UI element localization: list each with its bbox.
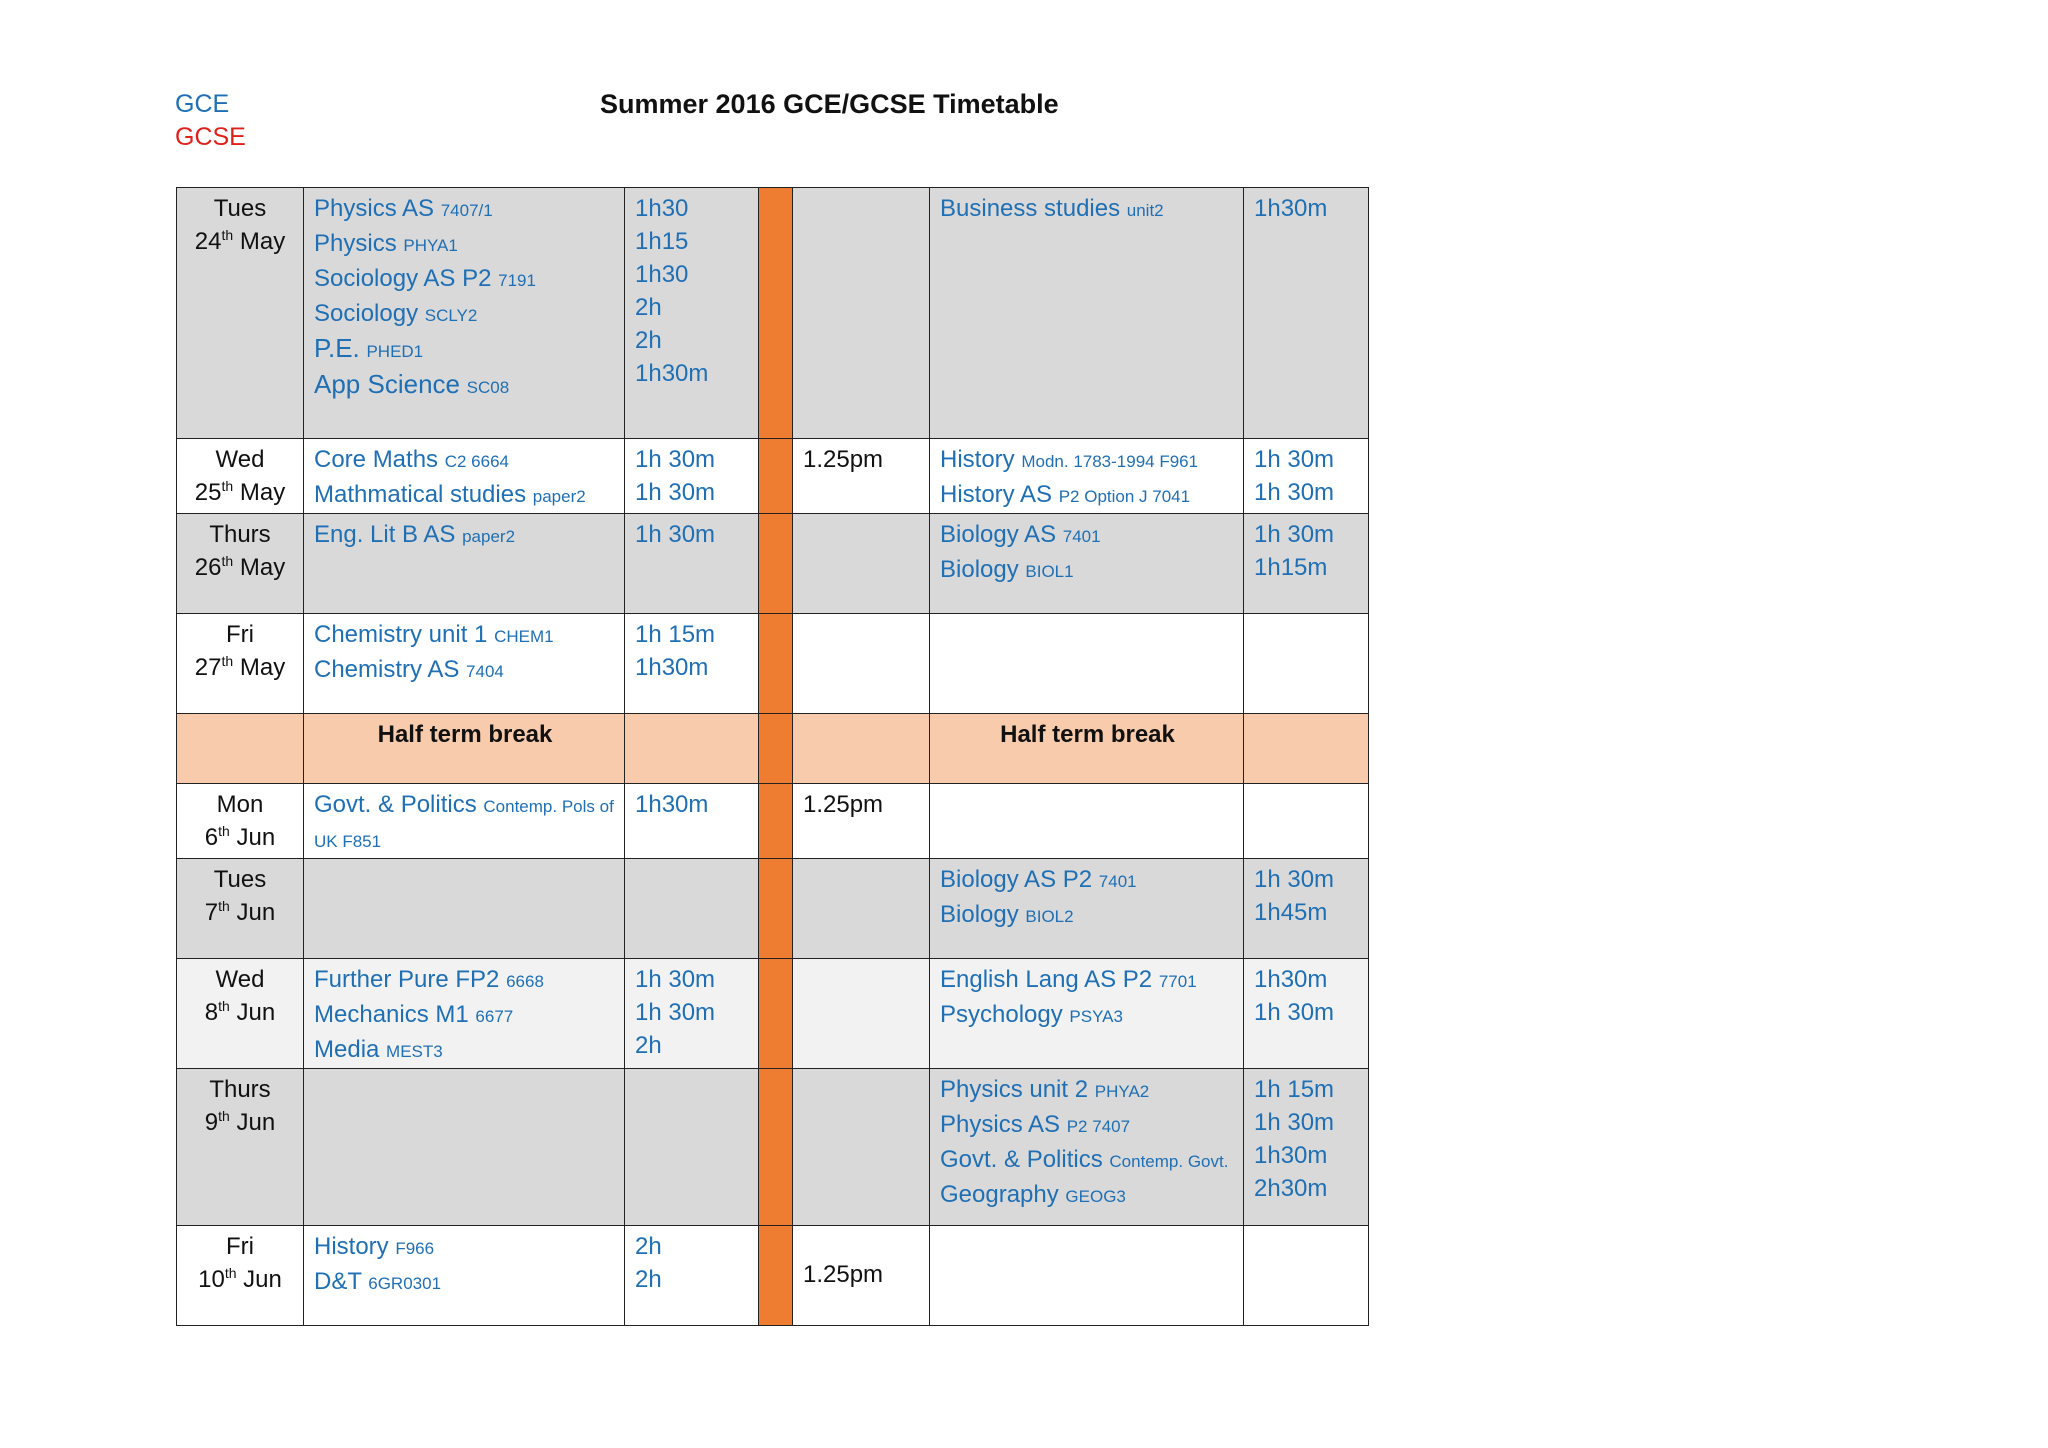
exam-name: D&T bbox=[314, 1268, 362, 1295]
exam-entry bbox=[940, 998, 1235, 1033]
exam-entry bbox=[940, 1143, 1235, 1178]
exam-duration: 1h30 bbox=[635, 195, 689, 222]
exam-name: App Science bbox=[314, 369, 460, 399]
pm-subjects-cell bbox=[930, 188, 1244, 439]
am-subjects-cell bbox=[304, 959, 625, 1069]
date-month: May bbox=[239, 479, 286, 506]
half-term-label: Half term break bbox=[1000, 721, 1175, 748]
pm-time-cell bbox=[793, 614, 930, 714]
date-number: 27 bbox=[194, 654, 222, 681]
exam-name: Biology bbox=[940, 901, 1019, 928]
exam-name: Physics bbox=[314, 230, 397, 257]
day-date bbox=[181, 476, 299, 509]
exam-name: Sociology AS P2 bbox=[314, 265, 492, 292]
am-duration-cell bbox=[625, 784, 759, 859]
exam-name: History AS bbox=[940, 481, 1053, 508]
exam-name: Media bbox=[314, 1036, 380, 1063]
exam-entry bbox=[314, 192, 616, 227]
exam-duration: 2h bbox=[635, 1266, 662, 1293]
exam-entry bbox=[940, 192, 1235, 227]
exam-code: BIOL1 bbox=[1025, 562, 1074, 581]
exam-code: SC08 bbox=[466, 378, 510, 397]
exam-entry bbox=[940, 1178, 1235, 1213]
exam-duration: 1h 30m bbox=[635, 479, 716, 506]
exam-name: English Lang AS P2 bbox=[940, 966, 1153, 993]
pm-time-cell bbox=[793, 514, 930, 614]
exam-code: F966 bbox=[395, 1239, 435, 1258]
day-row bbox=[177, 784, 1369, 859]
date-number: 10 bbox=[198, 1266, 225, 1293]
pm-subjects-cell bbox=[930, 1226, 1244, 1326]
day-name: Thurs bbox=[209, 1076, 271, 1103]
date-number: 9 bbox=[204, 1109, 219, 1136]
am-subjects-cell bbox=[304, 714, 625, 784]
exam-name: Core Maths bbox=[314, 446, 439, 473]
day-row bbox=[177, 859, 1369, 959]
day-cell bbox=[177, 439, 304, 514]
exam-duration: 2h bbox=[635, 294, 662, 321]
half-term-label: Half term break bbox=[377, 721, 553, 748]
date-number: 24 bbox=[194, 228, 222, 255]
pm-subjects-cell bbox=[930, 1069, 1244, 1226]
exam-name: Physics unit 2 bbox=[940, 1076, 1089, 1103]
exam-code: SCLY2 bbox=[424, 306, 478, 325]
am-subjects-cell bbox=[304, 514, 625, 614]
day-row bbox=[177, 1226, 1369, 1326]
date-suffix: th bbox=[218, 1108, 230, 1124]
pm-subjects-cell bbox=[930, 784, 1244, 859]
date-suffix: th bbox=[218, 823, 230, 839]
day-row bbox=[177, 188, 1369, 439]
exam-entry bbox=[314, 518, 616, 553]
exam-code: Contemp. Govt. bbox=[1109, 1152, 1229, 1171]
day-row bbox=[177, 439, 1369, 514]
exam-duration: 1h 30m bbox=[635, 966, 716, 993]
exam-code: 7701 bbox=[1158, 972, 1197, 991]
exam-entry bbox=[940, 863, 1235, 898]
pm-subjects-cell bbox=[930, 859, 1244, 959]
pm-time-cell bbox=[793, 439, 930, 514]
exam-name: Sociology bbox=[314, 300, 419, 327]
date-number: 8 bbox=[204, 999, 219, 1026]
day-cell bbox=[177, 714, 304, 784]
exam-entry bbox=[940, 478, 1235, 513]
pm-duration-cell bbox=[1244, 784, 1369, 859]
exam-entry bbox=[940, 553, 1235, 588]
divider-cell bbox=[759, 714, 793, 784]
exam-code: 7191 bbox=[498, 271, 536, 290]
exam-entry bbox=[940, 963, 1235, 998]
exam-duration: 1h30m bbox=[1254, 195, 1328, 222]
timetable bbox=[176, 187, 1369, 1326]
date-number: 6 bbox=[204, 824, 219, 851]
legend-gcse: GCSE bbox=[175, 123, 246, 151]
exam-entry bbox=[314, 963, 616, 998]
exam-code: MEST3 bbox=[386, 1042, 443, 1061]
exam-duration: 2h30m bbox=[1254, 1175, 1328, 1202]
day-cell bbox=[177, 614, 304, 714]
pm-duration-cell bbox=[1244, 959, 1369, 1069]
page-title: Summer 2016 GCE/GCSE Timetable bbox=[600, 89, 1059, 119]
day-row bbox=[177, 514, 1369, 614]
divider-cell bbox=[759, 859, 793, 959]
exam-duration: 1h30m bbox=[1254, 1142, 1328, 1169]
divider-cell bbox=[759, 439, 793, 514]
exam-name: Mechanics M1 bbox=[314, 1001, 469, 1028]
pm-time-cell bbox=[793, 1226, 930, 1326]
pm-subjects-cell bbox=[930, 514, 1244, 614]
pm-time-cell bbox=[793, 188, 930, 439]
legend-gce: GCE bbox=[175, 90, 230, 118]
pm-time-cell bbox=[793, 714, 930, 784]
date-number: 25 bbox=[194, 479, 222, 506]
exam-code: 6GR0301 bbox=[368, 1274, 442, 1293]
exam-name: Biology AS bbox=[940, 521, 1057, 548]
am-subjects-cell bbox=[304, 188, 625, 439]
day-date bbox=[181, 551, 299, 584]
exam-code: 7401 bbox=[1098, 872, 1137, 891]
date-month: Jun bbox=[236, 824, 276, 851]
day-cell bbox=[177, 784, 304, 859]
exam-name: Mathmatical studies bbox=[314, 481, 527, 508]
exam-code: unit2 bbox=[1126, 201, 1164, 220]
day-cell bbox=[177, 1069, 304, 1226]
pm-duration-cell bbox=[1244, 614, 1369, 714]
pm-time-cell bbox=[793, 859, 930, 959]
date-month: Jun bbox=[243, 1266, 282, 1293]
exam-duration: 1h30m bbox=[1254, 966, 1328, 993]
day-date bbox=[181, 225, 299, 258]
exam-name: Biology bbox=[940, 556, 1019, 583]
exam-duration: 2h bbox=[635, 1233, 662, 1260]
exam-code: PHYA2 bbox=[1094, 1082, 1150, 1101]
exam-duration: 1h15m bbox=[1254, 554, 1328, 581]
date-suffix: th bbox=[224, 1265, 237, 1281]
date-suffix: th bbox=[218, 998, 230, 1014]
pm-duration-cell bbox=[1244, 514, 1369, 614]
divider-cell bbox=[759, 1226, 793, 1326]
day-name: Tues bbox=[213, 866, 267, 893]
pm-start-time: 1.25pm bbox=[803, 446, 884, 473]
exam-name: Physics AS bbox=[314, 195, 435, 222]
exam-duration: 2h bbox=[635, 1032, 662, 1059]
day-name: Wed bbox=[215, 446, 265, 473]
exam-name: Geography bbox=[940, 1181, 1059, 1208]
exam-name: Chemistry AS bbox=[314, 656, 460, 683]
exam-code: BIOL2 bbox=[1025, 907, 1074, 926]
pm-subjects-cell bbox=[930, 959, 1244, 1069]
pm-duration-cell bbox=[1244, 439, 1369, 514]
exam-entry bbox=[314, 618, 616, 653]
date-suffix: th bbox=[221, 478, 234, 494]
day-cell bbox=[177, 959, 304, 1069]
exam-duration: 1h15 bbox=[635, 228, 689, 255]
pm-duration-cell bbox=[1244, 714, 1369, 784]
divider-cell bbox=[759, 959, 793, 1069]
day-name: Fri bbox=[226, 621, 254, 648]
exam-name: History bbox=[314, 1233, 389, 1260]
divider-cell bbox=[759, 188, 793, 439]
exam-name: Eng. Lit B AS bbox=[314, 521, 456, 548]
exam-entry bbox=[314, 227, 616, 262]
exam-duration: 1h 30m bbox=[1254, 521, 1335, 548]
date-suffix: th bbox=[218, 898, 230, 914]
day-name: Thurs bbox=[209, 521, 271, 548]
divider-cell bbox=[759, 1069, 793, 1226]
exam-duration: 1h 30m bbox=[1254, 479, 1335, 506]
exam-entry bbox=[940, 1108, 1235, 1143]
exam-entry bbox=[314, 1230, 616, 1265]
exam-duration: 1h 30m bbox=[1254, 446, 1335, 473]
am-subjects-cell bbox=[304, 1069, 625, 1226]
exam-entry bbox=[314, 443, 616, 478]
exam-duration: 1h 30m bbox=[1254, 999, 1335, 1026]
pm-time-cell bbox=[793, 959, 930, 1069]
exam-duration: 1h30m bbox=[635, 360, 709, 387]
exam-code: 7401 bbox=[1062, 527, 1101, 546]
exam-duration: 1h 30m bbox=[1254, 1109, 1335, 1136]
exam-entry bbox=[314, 1033, 616, 1068]
exam-entry bbox=[314, 368, 616, 404]
exam-code: Modn. 1783-1994 F961 bbox=[1021, 452, 1199, 471]
exam-name: Govt. & Politics bbox=[314, 791, 477, 818]
exam-entry bbox=[314, 262, 616, 297]
day-date bbox=[181, 996, 299, 1029]
exam-duration: 2h bbox=[635, 327, 662, 354]
pm-duration-cell bbox=[1244, 1069, 1369, 1226]
exam-duration: 1h 30m bbox=[635, 446, 716, 473]
day-date bbox=[181, 1106, 299, 1139]
exam-code: P2 Option J 7041 bbox=[1058, 487, 1191, 506]
exam-name: Psychology bbox=[940, 1001, 1063, 1028]
day-row bbox=[177, 614, 1369, 714]
exam-entry bbox=[314, 297, 616, 332]
exam-code: GEOG3 bbox=[1065, 1187, 1126, 1206]
date-month: May bbox=[239, 654, 286, 681]
date-suffix: th bbox=[221, 653, 234, 669]
day-row bbox=[177, 1069, 1369, 1226]
exam-entry bbox=[314, 653, 616, 688]
day-name: Fri bbox=[226, 1233, 254, 1260]
am-subjects-cell bbox=[304, 859, 625, 959]
day-date bbox=[181, 896, 299, 929]
am-subjects-cell bbox=[304, 784, 625, 859]
exam-name: Biology AS P2 bbox=[940, 866, 1093, 893]
exam-entry bbox=[940, 518, 1235, 553]
exam-duration: 1h30 bbox=[635, 261, 689, 288]
exam-code: 7404 bbox=[466, 662, 504, 681]
exam-entry bbox=[314, 788, 616, 858]
am-duration-cell bbox=[625, 859, 759, 959]
exam-name: Chemistry unit 1 bbox=[314, 621, 488, 648]
exam-code: Contemp. Pols of UK F851 bbox=[314, 797, 614, 851]
pm-subjects-cell bbox=[930, 614, 1244, 714]
day-cell bbox=[177, 1226, 304, 1326]
exam-entry bbox=[940, 443, 1235, 478]
pm-duration-cell bbox=[1244, 1226, 1369, 1326]
exam-duration: 1h30m bbox=[635, 654, 709, 681]
am-subjects-cell bbox=[304, 614, 625, 714]
exam-code: paper2 bbox=[532, 487, 586, 506]
pm-time-cell bbox=[793, 784, 930, 859]
day-date bbox=[181, 651, 299, 684]
exam-code: 6668 bbox=[506, 972, 544, 991]
pm-time-cell bbox=[793, 1069, 930, 1226]
exam-code: PSYA3 bbox=[1069, 1007, 1123, 1026]
pm-subjects-cell bbox=[930, 439, 1244, 514]
date-month: May bbox=[239, 554, 286, 581]
pm-duration-cell bbox=[1244, 859, 1369, 959]
divider-cell bbox=[759, 514, 793, 614]
date-suffix: th bbox=[221, 227, 234, 243]
day-cell bbox=[177, 514, 304, 614]
date-month: May bbox=[239, 228, 286, 255]
half-term-row bbox=[177, 714, 1369, 784]
exam-duration: 1h 30m bbox=[1254, 866, 1335, 893]
exam-duration: 1h30m bbox=[635, 791, 709, 818]
exam-name: Govt. & Politics bbox=[940, 1146, 1103, 1173]
am-subjects-cell bbox=[304, 439, 625, 514]
exam-code: CHEM1 bbox=[494, 627, 554, 646]
pm-start-time: 1.25pm bbox=[803, 791, 884, 818]
exam-name: P.E. bbox=[314, 333, 360, 363]
exam-code: PHYA1 bbox=[403, 236, 458, 255]
pm-duration-cell bbox=[1244, 188, 1369, 439]
exam-name: Further Pure FP2 bbox=[314, 966, 500, 993]
am-duration-cell bbox=[625, 959, 759, 1069]
day-name: Mon bbox=[216, 791, 264, 818]
day-name: Wed bbox=[215, 966, 265, 993]
exam-code: paper2 bbox=[462, 527, 516, 546]
am-duration-cell bbox=[625, 614, 759, 714]
am-duration-cell bbox=[625, 439, 759, 514]
divider-cell bbox=[759, 784, 793, 859]
exam-entry bbox=[314, 332, 616, 368]
pm-start-time: 1.25pm bbox=[803, 1261, 884, 1288]
date-month: Jun bbox=[236, 899, 276, 926]
exam-duration: 1h 15m bbox=[635, 621, 716, 648]
pm-subjects-cell bbox=[930, 714, 1244, 784]
am-subjects-cell bbox=[304, 1226, 625, 1326]
exam-name: History bbox=[940, 446, 1015, 473]
exam-code: 6677 bbox=[475, 1007, 514, 1026]
divider-cell bbox=[759, 614, 793, 714]
day-row bbox=[177, 959, 1369, 1069]
date-suffix: th bbox=[221, 553, 234, 569]
exam-code: C2 6664 bbox=[444, 452, 509, 471]
exam-name: Business studies bbox=[940, 195, 1121, 222]
exam-entry bbox=[940, 898, 1235, 933]
exam-duration: 1h 15m bbox=[1254, 1076, 1335, 1103]
exam-code: P2 7407 bbox=[1066, 1117, 1131, 1136]
date-month: Jun bbox=[236, 999, 276, 1026]
exam-duration: 1h45m bbox=[1254, 899, 1328, 926]
exam-entry bbox=[314, 998, 616, 1033]
day-date bbox=[181, 1263, 299, 1296]
date-number: 7 bbox=[204, 899, 219, 926]
date-month: Jun bbox=[236, 1109, 276, 1136]
exam-name: Physics AS bbox=[940, 1111, 1061, 1138]
exam-code: PHED1 bbox=[366, 342, 424, 361]
day-cell bbox=[177, 859, 304, 959]
exam-duration: 1h 30m bbox=[635, 999, 716, 1026]
exam-entry bbox=[940, 1073, 1235, 1108]
exam-code: 7407/1 bbox=[440, 201, 493, 220]
exam-entry bbox=[314, 1265, 616, 1300]
exam-duration: 1h 30m bbox=[635, 521, 716, 548]
am-duration-cell bbox=[625, 514, 759, 614]
am-duration-cell bbox=[625, 1069, 759, 1226]
am-duration-cell bbox=[625, 714, 759, 784]
exam-entry bbox=[314, 478, 616, 513]
day-name: Tues bbox=[213, 195, 267, 222]
am-duration-cell bbox=[625, 188, 759, 439]
day-date bbox=[181, 821, 299, 854]
legend bbox=[175, 88, 246, 154]
am-duration-cell bbox=[625, 1226, 759, 1326]
day-cell bbox=[177, 188, 304, 439]
date-number: 26 bbox=[194, 554, 222, 581]
